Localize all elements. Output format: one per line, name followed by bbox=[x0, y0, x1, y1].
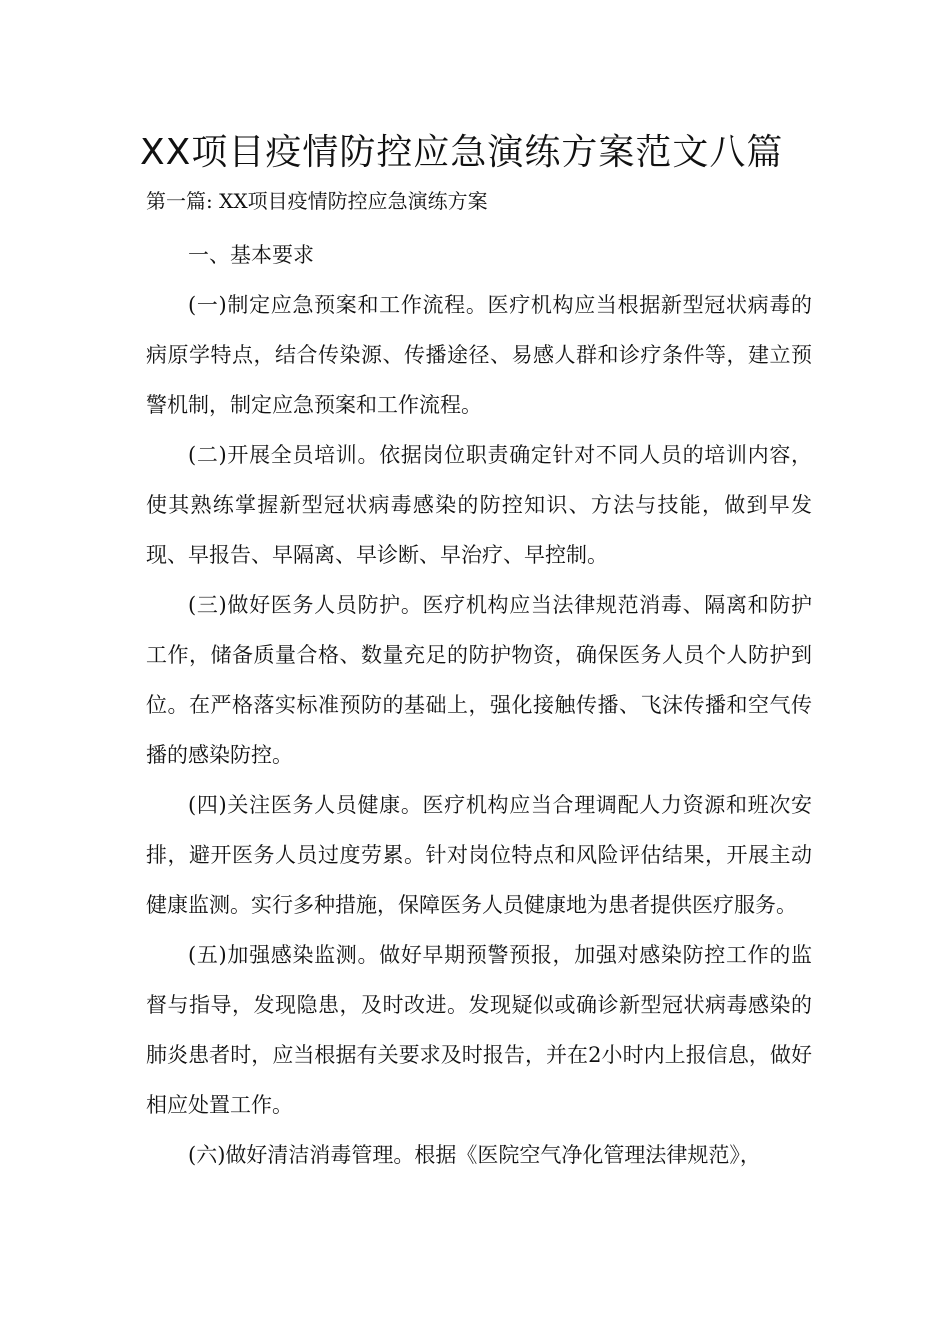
paragraph-5: (五)加强感染监测。做好早期预警预报，加强对感染防控工作的监督与指导，发现隐患，及时改进。发现疑似或确诊新型冠状病毒感染的肺炎患者时，应当根据有关要求及时报告，并在2小时内上报信息，做好相应处置工作。 bbox=[146, 943, 812, 1117]
paragraph-6: (六)做好清洁消毒管理。根据《医院空气净化管理法律规范》， bbox=[188, 1143, 761, 1167]
paragraph-1: (一)制定应急预案和工作流程。医疗机构应当根据新型冠状病毒的病原学特点，结合传染源、传播途径、易感人群和诊疗条件等，建立预警机制，制定应急预案和工作流程。 bbox=[146, 293, 812, 417]
document-subtitle: 第一篇: XX项目疫情防控应急演练方案 bbox=[146, 189, 488, 213]
section-heading-basic-requirements: 一、基本要求 bbox=[188, 243, 314, 267]
paragraph-2: (二)开展全员培训。依据岗位职责确定针对不同人员的培训内容，使其熟练掌握新型冠状病毒感染的防控知识、方法与技能，做到早发现、早报告、早隔离、早诊断、早治疗、早控制。 bbox=[146, 443, 812, 567]
document-body bbox=[146, 230, 812, 1180]
paragraph-4: (四)关注医务人员健康。医疗机构应当合理调配人力资源和班次安排，避开医务人员过度劳累。针对岗位特点和风险评估结果，开展主动健康监测。实行多种措施，保障医务人员健康地为患者提供医疗服务。 bbox=[146, 793, 812, 917]
paragraph-3: (三)做好医务人员防护。医疗机构应当法律规范消毒、隔离和防护工作，储备质量合格、数量充足的防护物资，确保医务人员个人防护到位。在严格落实标准预防的基础上，强化接触传播、飞沫传播和空气传播的感染防控。 bbox=[146, 593, 812, 767]
document-title: XX项目疫情防控应急演练方案范文八篇 bbox=[140, 132, 784, 173]
